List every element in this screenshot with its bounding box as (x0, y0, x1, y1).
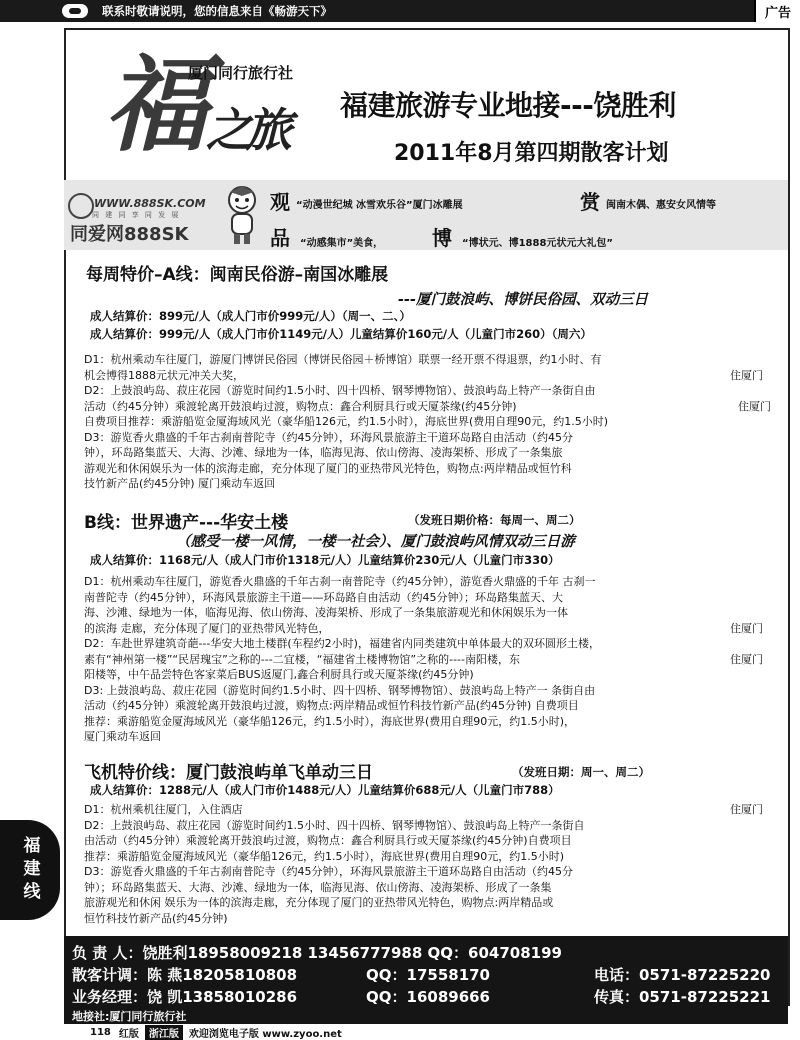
itinerary-line: D1：杭州乘动车往厦门，游厦门博饼民俗园（博饼民俗园＋桥博馆）联票一经开票不得退票，约1小时、有 (84, 353, 602, 366)
ring-icon (68, 193, 94, 219)
feature-text-pin: “动感集市”美食， (300, 238, 384, 249)
itinerary-line: 素有“神州第一楼”“民居瑰宝”之称的---二宜楼，“福建省土楼博物馆”之称的----南阳楼，东 (84, 652, 520, 666)
feature-char-guan: 观 (270, 190, 290, 214)
contact-manager: 负 责 人：饶胜利18958009218 13456777988 QQ：604708199 (72, 944, 562, 962)
contact-block (64, 936, 788, 1024)
itinerary-line: D2：上鼓浪屿岛、菽庄花园（游览时间约1.5小时、四十四桥、钢琴博物馆）、鼓浪屿岛上特产一条街自 (84, 818, 585, 832)
itinerary-line: 技竹新产品(约45分钟) 厦门乘动车返回 (84, 477, 276, 490)
itinerary-line: 南普陀寺（约45分钟），环海风景旅游主干道——环岛路自由活动（约45分钟）；环岛路集蓝天、大 (84, 590, 563, 604)
line-a-price-2: 成人结算价：999元/人（成人门市价1149元/人）儿童结算价160元/人（儿童门市260）（周六） (90, 327, 592, 341)
line-b-title: B线：世界遗产---华安土楼 (84, 513, 289, 533)
logo-sub-calligraphy: 之旅 (206, 103, 286, 157)
contact-planner-qq: QQ：17558170 (366, 966, 490, 984)
feature-char-bo: 博 (432, 226, 452, 250)
contact-fax: 传真：0571-87225221 (594, 988, 771, 1006)
contact-address: 地接社:厦门同行旅行社 (72, 1010, 187, 1023)
agency-name: 厦门同行旅行社 (188, 64, 294, 82)
mascot-icon (220, 184, 264, 246)
line-a-price-1: 成人结算价：899元/人（成人门市价999元/人）（周一、二、） (90, 309, 411, 323)
right-note: 住厦门 (730, 369, 763, 382)
site-tagline: 同 建 同 享 同 发 展 (92, 211, 181, 219)
feature-text-bo: “博状元、博1888元状元大礼包” (462, 238, 613, 249)
feature-char-shang: 赏 (580, 190, 600, 214)
line-a-itinerary (84, 352, 608, 492)
itinerary-line: 厦门乘动车返回 (84, 730, 161, 743)
region-tab: 福建线 (0, 820, 60, 920)
itinerary-line: D2：上鼓浪屿岛、菽庄花园（游览时间约1.5小时、四十四桥、钢琴博物馆）、鼓浪屿岛上特产一条街自由 (84, 384, 596, 397)
line-c-itinerary (84, 802, 584, 926)
site-brand: 同爱网888SK (70, 224, 189, 245)
logo-calligraphy: 福 (104, 43, 209, 166)
itinerary-line: 钟），环岛路集蓝天、大海、沙滩、绿地为一体，临海见海、依山傍海、凌海架桥、形成了一条集旅 (84, 446, 563, 459)
itinerary-line: 的滨海 走廊，充分体现了厦门的亚热带风光特色， (84, 621, 330, 635)
site-url: WWW.888SK.COM (94, 197, 206, 210)
right-note: 住厦门 (730, 653, 763, 666)
line-c-price: 成人结算价：1288元/人（成人门市价1488元/人）儿童结算价688元/人（儿童门市788） (90, 783, 560, 797)
itinerary-line: 推荐：乘游船览金厦海域风光（豪华船126元，约1.5小时），海底世界(费用自理90元，约1.5小时) (84, 849, 565, 863)
itinerary-line: 由活动（约45分钟）乘渡轮离开鼓浪屿过渡，购物点：鑫合利厨具行或天厦茶缘(约45分钟)自费项目 (84, 834, 572, 847)
itinerary-line: 钟）；环岛路集蓝天、大海、沙滩、绿地为一体，临海见海、依山傍海、凌海架桥、形成了一条集 (84, 880, 552, 894)
feature-text-shang: 闽南木偶、惠安女风情等 (606, 200, 716, 211)
itinerary-line: 推荐：乘游船览金厦海域风光（豪华船126元，约1.5小时），海底世界(费用自理90元，约1.5小时)， (84, 714, 576, 728)
slogan: 福建旅游专业地接---饶胜利 (340, 89, 676, 122)
right-note: 住厦门 (738, 400, 771, 413)
header (64, 28, 788, 180)
itinerary-line: D1：杭州乘机往厦门，入住酒店 (84, 803, 243, 816)
line-a-title: 每周特价–A线：闽南民俗游–南国冰雕展 (86, 265, 389, 285)
ad-label: 广告 (754, 0, 800, 22)
itinerary-line: D3: 上鼓浪屿岛、菽庄花园（游览时间约1.5小时、四十四桥、钢琴博物馆）、鼓浪屿岛上特产一 条街自由 (84, 683, 596, 697)
contact-business-qq: QQ：16089666 (366, 988, 490, 1006)
itinerary-line: 机会博得1888元状元冲关大奖， (84, 368, 244, 382)
notice-text: 联系时敬请说明，您的信息来自《畅游天下》 (102, 4, 332, 18)
contact-business: 业务经理：饶 凯13858010286 (72, 988, 298, 1006)
itinerary-line: 恒竹科技竹新产品(约45分钟) (84, 911, 228, 925)
line-b-itinerary (84, 574, 600, 745)
footer-text: 欢迎浏览电子版 www.zyoo.net (188, 1028, 342, 1040)
contact-phone: 电话：0571-87225220 (594, 966, 771, 984)
itinerary-line: D2：车赴世界建筑奇葩---华安大地土楼群(车程约2小时)，福建省内同类建筑中单体最大的双环圆形土楼， (84, 637, 600, 650)
plan-title: 2011年8月第四期散客计划 (394, 141, 669, 166)
page-number: 118 (90, 1026, 111, 1038)
itinerary-line: 活动（约45分钟）乘渡轮离开鼓浪屿过渡，购物点：鑫合利厨具行或天厦茶缘(约45分钟) (84, 399, 517, 413)
itinerary-line: 海、沙滩、绿地为一体，临海见海、依山傍海、凌海架桥、形成了一条集旅游观光和休闲娱乐为一体 (84, 606, 568, 619)
itinerary-line: 旅游观光和休闲 娱乐为一体的滨海走廊，充分体现了厦门的亚热带风光特色，购物点:两岸精品或 (84, 896, 554, 909)
itinerary-line: 活动（约45分钟）乘渡轮离开鼓浪屿过渡，购物点:两岸精品或恒竹科技竹新产品(约45分钟) 自费项目 (84, 699, 579, 712)
line-c-schedule: （发班日期：周一、周二） (512, 765, 650, 779)
line-c-title: 飞机特价线：厦门鼓浪屿单飞单动三日 (84, 763, 373, 783)
itinerary-line: 阳楼等，中午品尝特色客家菜后BUS返厦门,鑫合利厨具行或天厦茶缘(约45分钟) (84, 668, 474, 681)
contact-planner: 散客计调：陈 燕18205810808 (72, 966, 298, 984)
itinerary-line: D1：杭州乘动车往厦门，游览香火鼎盛的千年古刹一南普陀寺（约45分钟），游览香火鼎盛的千年 古刹一 (84, 575, 596, 588)
right-note: 住厦门 (730, 803, 763, 816)
top-bar (0, 0, 800, 22)
itinerary-line: D3：游览香火鼎盛的千年古刹南普陀寺（约45分钟），环海风景旅游主干道环岛路自由活动（约45分 (84, 865, 573, 878)
region-edition: 浙江版 (145, 1025, 183, 1040)
itinerary-line: D3：游览香火鼎盛的千年古刹南普陀寺（约45分钟），环海风景旅游主干道环岛路自由活动（约45分 (84, 430, 573, 444)
feature-text-guan: “动漫世纪城 冰雪欢乐谷”厦门冰雕展 (296, 200, 463, 211)
line-b-schedule: （发班日期价格：每周一、周二） (408, 513, 581, 527)
line-b-price: 成人结算价：1168元/人（成人门市价1318元/人）儿童结算价230元/人（儿童门市330） (90, 553, 560, 567)
edition: 红版 (118, 1028, 139, 1040)
page-footer (64, 1024, 800, 1040)
itinerary-line: 自费项目推荐：乘游船览金厦海域风光（豪华船126元，约1.5小时），海底世界(费用自理90元，约1.5小时) (84, 415, 609, 428)
site-logo (70, 197, 220, 246)
right-note: 住厦门 (730, 622, 763, 635)
itinerary-line: 游观光和休闲娱乐为一体的滨海走廊，充分体现了厦门的亚热带风光特色，购物点:两岸精品或恒竹科 (84, 461, 572, 475)
magazine-logo-icon (62, 4, 88, 18)
line-a-subtitle: ---厦门鼓浪屿、博饼民俗园、双动三日 (398, 292, 649, 308)
feature-char-pin: 品 (270, 226, 290, 250)
line-b-subtitle: （感受一楼一风情，一楼一社会）、厦门鼓浪屿风情双动三日游 (176, 534, 575, 550)
